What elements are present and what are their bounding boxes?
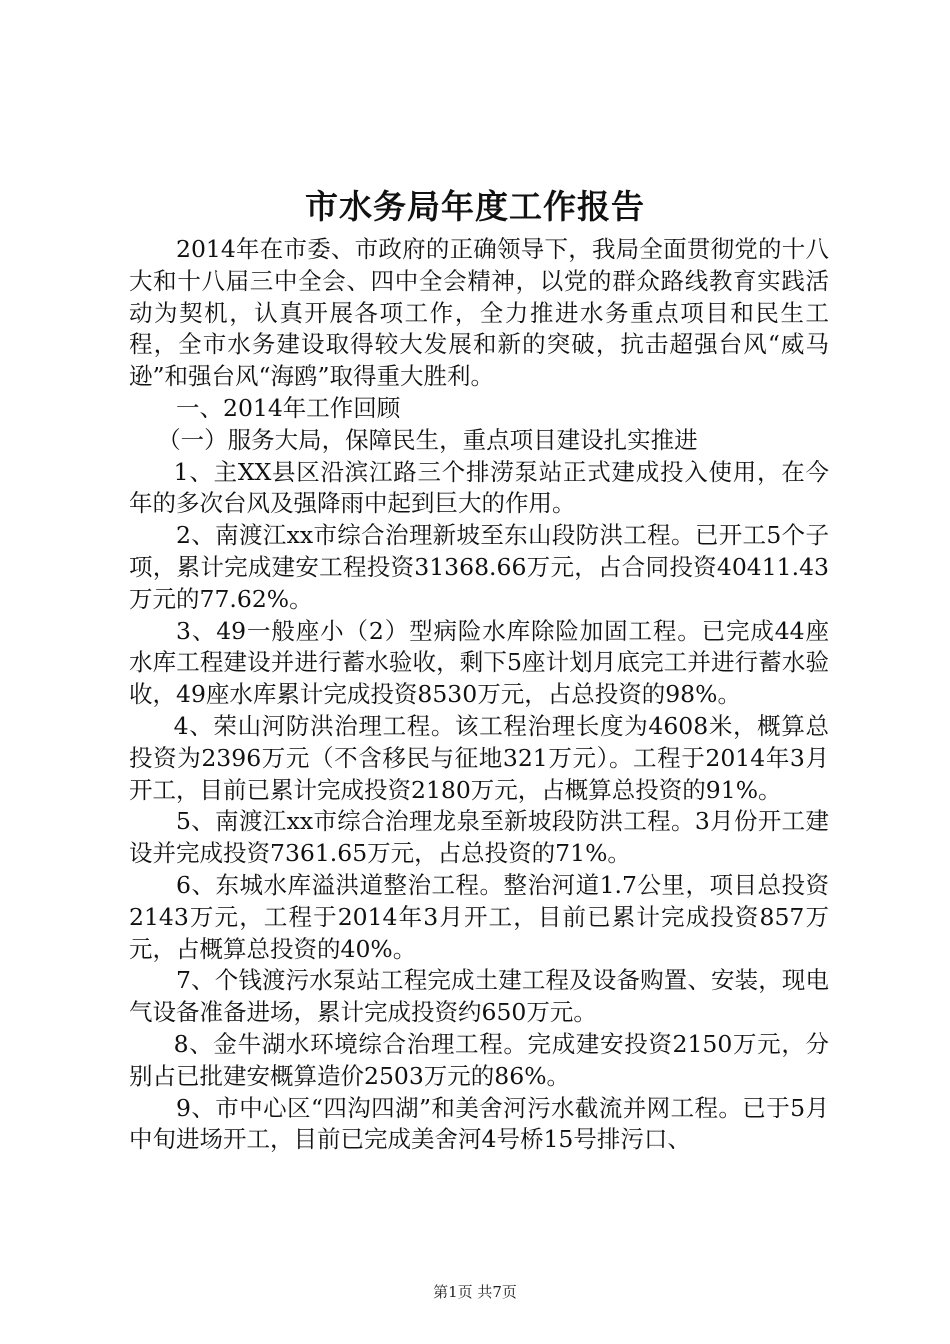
page-footer: 第1页 共7页 xyxy=(433,1283,517,1301)
list-item: 5、南渡江xx市综合治理龙泉至新坡段防洪工程。3月份开工建设并完成投资7361.65万元，占总投资的71%。 xyxy=(129,807,829,868)
list-item: 1、主XX县区沿滨江路三个排涝泵站正式建成投入使用，在今年的多次台风及强降雨中起到巨大的作用。 xyxy=(129,457,829,518)
list-item: 8、金牛湖水环境综合治理工程。完成建安投资2150万元，分别占已批建安概算造价2503万元的86%。 xyxy=(129,1029,829,1090)
paragraph-intro: 2014年在市委、市政府的正确领导下，我局全面贯彻党的十八大和十八届三中全会、四中全会精神，以党的群众路线教育实践活动为契机，认真开展各项工作，全力推进水务重点项目和民生工程，全市水务建设取得较大发展和新的突破，抗击超强台风“威马逊”和强台风“海鸥”取得重大胜利。 xyxy=(129,235,829,391)
list-item: 9、市中心区“四沟四湖”和美舍河污水截流并网工程。已于5月中旬进场开工，目前已完成美舍河4号桥15号排污口、 xyxy=(129,1093,829,1154)
document-body xyxy=(129,234,829,1156)
subsection-heading: （一）服务大局，保障民生，重点项目建设扎实推进 xyxy=(157,425,698,454)
document-title: 市水务局年度工作报告 xyxy=(305,187,645,226)
list-item: 4、荣山河防洪治理工程。该工程治理长度为4608米，概算总投资为2396万元（不含移民与征地321万元）。工程于2014年3月开工，目前已累计完成投资2180万元，占概算总投资的91%。 xyxy=(129,711,829,804)
list-item: 7、个钱渡污水泵站工程完成土建工程及设备购置、安装，现电气设备准备进场，累计完成投资约650万元。 xyxy=(129,966,829,1027)
list-item: 3、49一般座小（2）型病险水库除险加固工程。已完成44座水库工程建设并进行蓄水验收，剩下5座计划月底完工并进行蓄水验收，49座水库累计完成投资8530万元，占总投资的98%。 xyxy=(129,616,829,709)
list-item: 2、南渡江xx市综合治理新坡至东山段防洪工程。已开工5个子项，累计完成建安工程投资31368.66万元，占合同投资40411.43万元的77.62%。 xyxy=(129,521,829,613)
section-heading: 一、2014年工作回顾 xyxy=(176,393,401,422)
list-item: 6、东城水库溢洪道整治工程。整治河道1.7公里，项目总投资2143万元，工程于2014年3月开工，目前已累计完成投资857万元，占概算总投资的40%。 xyxy=(129,870,829,963)
